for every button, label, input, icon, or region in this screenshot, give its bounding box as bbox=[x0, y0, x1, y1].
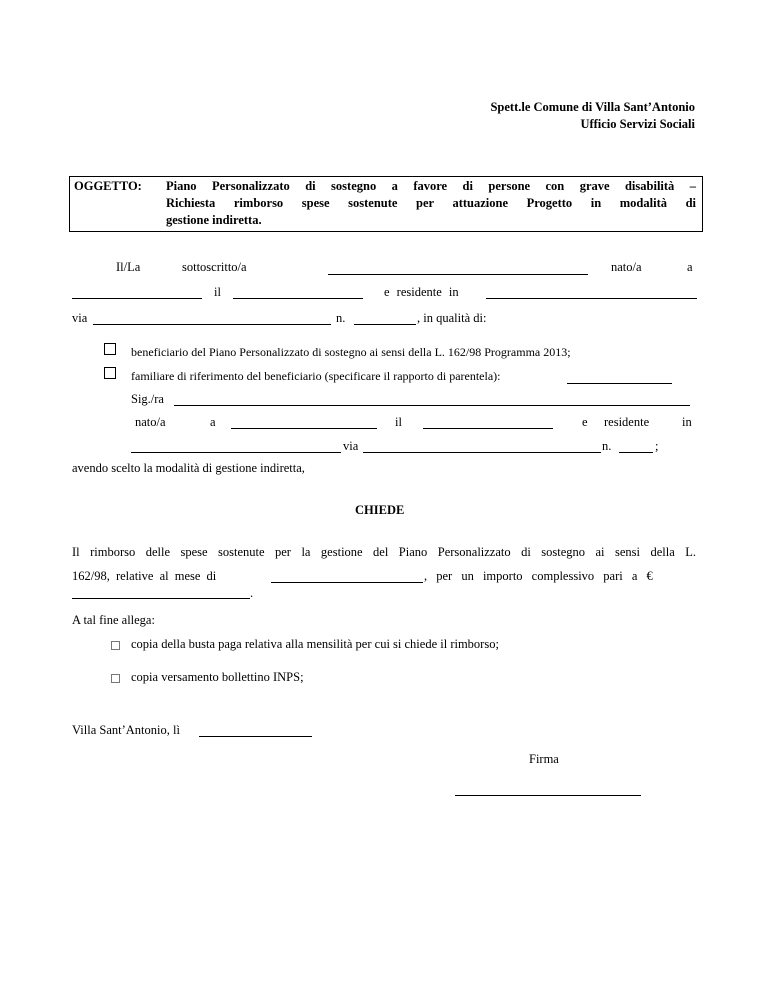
family-a-label: a bbox=[210, 415, 216, 429]
birthdate-field[interactable] bbox=[233, 298, 363, 299]
family-semicolon: ; bbox=[655, 439, 659, 453]
month-field[interactable] bbox=[271, 582, 423, 583]
request-line-3-end: . bbox=[250, 586, 254, 600]
parentela-field[interactable] bbox=[567, 383, 672, 384]
beneficiario-checkbox[interactable] bbox=[104, 343, 116, 355]
street-number-field[interactable] bbox=[354, 324, 416, 325]
family-street-field[interactable] bbox=[363, 452, 601, 453]
residente-label: e residente in bbox=[384, 285, 459, 299]
recipient-line-2: Ufficio Servizi Sociali bbox=[580, 117, 695, 131]
sig-label: Sig./ra bbox=[131, 392, 164, 406]
family-il-label: il bbox=[395, 415, 402, 429]
signature-field[interactable] bbox=[455, 795, 641, 796]
family-birthplace-field[interactable] bbox=[231, 428, 377, 429]
family-birthdate-field[interactable] bbox=[423, 428, 553, 429]
family-residence-field[interactable] bbox=[131, 452, 341, 453]
recipient-line-1: Spett.le Comune di Villa Sant’Antonio bbox=[490, 100, 695, 114]
family-n-label: n. bbox=[602, 439, 612, 453]
name-field[interactable] bbox=[328, 274, 588, 275]
request-line-2-a: 162/98, relative al mese di bbox=[72, 569, 217, 583]
family-nato-label: nato/a bbox=[135, 415, 166, 429]
subject-line-3: gestione indiretta. bbox=[166, 213, 262, 227]
family-street-number-field[interactable] bbox=[619, 452, 653, 453]
subject-line-2: Richiesta rimborso spese sostenute per attuazione Progetto in modalità di bbox=[166, 196, 696, 210]
inps-checkbox[interactable] bbox=[111, 674, 120, 683]
familiare-label: familiare di riferimento del beneficiario (specificare il rapporto di parentela): bbox=[131, 369, 501, 383]
modalita-text: avendo scelto la modalità di gestione indiretta, bbox=[72, 461, 305, 475]
family-in-label: in bbox=[682, 415, 692, 429]
street-field[interactable] bbox=[93, 324, 331, 325]
il-label: il bbox=[214, 285, 221, 299]
request-line-2-b: , per un importo complessivo pari a € bbox=[424, 569, 653, 583]
amount-field[interactable] bbox=[72, 598, 250, 599]
qualita-label: , in qualità di: bbox=[417, 311, 487, 325]
birthplace-field[interactable] bbox=[72, 298, 202, 299]
inps-label: copia versamento bollettino INPS; bbox=[131, 670, 304, 684]
familiare-checkbox[interactable] bbox=[104, 367, 116, 379]
sottoscritto-label: sottoscritto/a bbox=[182, 260, 247, 274]
family-residente-label: residente bbox=[604, 415, 650, 429]
residence-field[interactable] bbox=[486, 298, 697, 299]
signature-label: Firma bbox=[529, 752, 559, 766]
busta-paga-label: copia della busta paga relativa alla mensilità per cui si chiede il rimborso; bbox=[131, 637, 499, 651]
il-la-label: Il/La bbox=[116, 260, 141, 274]
place-label: Villa Sant’Antonio, lì bbox=[72, 723, 180, 737]
subject-line-1: Piano Personalizzato di sostegno a favore di persone con grave disabilità – bbox=[166, 179, 696, 193]
busta-paga-checkbox[interactable] bbox=[111, 641, 120, 650]
via-label: via bbox=[72, 311, 88, 325]
chiede-heading: CHIEDE bbox=[355, 503, 405, 517]
beneficiario-label: beneficiario del Piano Personalizzato di sostegno ai sensi della L. 162/98 Programma 2013; bbox=[131, 345, 571, 359]
nato-label: nato/a bbox=[611, 260, 642, 274]
a-label: a bbox=[687, 260, 693, 274]
family-e-label: e bbox=[582, 415, 588, 429]
allega-intro: A tal fine allega: bbox=[72, 613, 155, 627]
n-label: n. bbox=[336, 311, 346, 325]
family-via-label: via bbox=[343, 439, 359, 453]
subject-label: OGGETTO: bbox=[74, 179, 142, 193]
sig-field[interactable] bbox=[174, 405, 690, 406]
date-field[interactable] bbox=[199, 736, 312, 737]
request-line-1: Il rimborso delle spese sostenute per la gestione del Piano Personalizzato di sostegno ai sensi della L. bbox=[72, 545, 696, 559]
